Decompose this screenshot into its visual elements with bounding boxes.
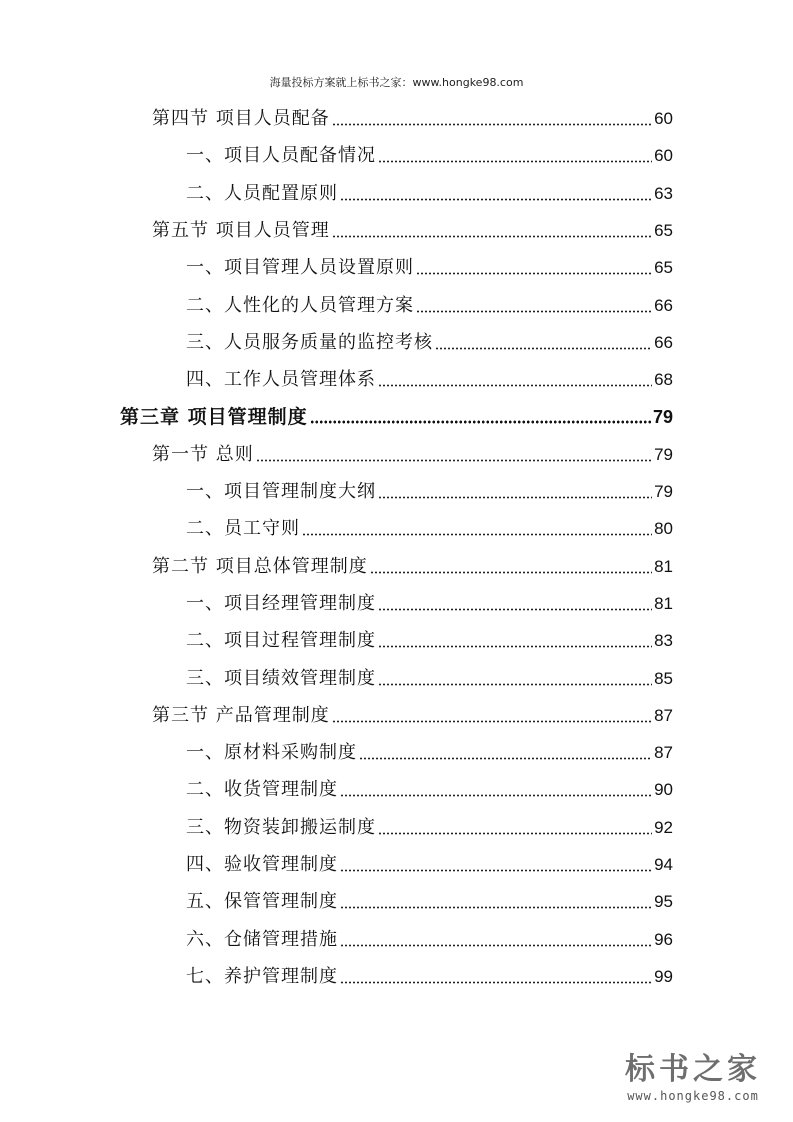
toc-entry-title: 二、项目过程管理制度 (186, 630, 376, 651)
toc-dot-leader (378, 157, 652, 163)
toc-entry-page-number: 83 (654, 631, 673, 650)
toc-entry-title: 四、工作人员管理体系 (186, 369, 376, 390)
toc-entry-page-number: 79 (654, 482, 673, 501)
toc-entry-title: 二、人性化的人员管理方案 (186, 295, 414, 316)
toc-entry-title: 三、物资装卸搬运制度 (186, 817, 376, 838)
toc-entry[interactable] (186, 144, 673, 168)
toc-entry-page-number: 79 (652, 407, 673, 427)
toc-entry-page-number: 80 (654, 519, 673, 538)
toc-entry[interactable] (152, 555, 673, 579)
toc-entry[interactable] (186, 890, 673, 914)
toc-entry-title: 一、项目人员配备情况 (186, 145, 376, 166)
toc-entry-title: 一、项目经理管理制度 (186, 593, 376, 614)
toc-entry-page-number: 60 (654, 146, 673, 165)
toc-entry-page-number: 66 (654, 333, 673, 352)
toc-entry-title: 第五节 项目人员管理 (152, 220, 330, 241)
toc-entry[interactable] (186, 517, 673, 541)
toc-entry-title: 一、原材料采购制度 (186, 742, 357, 763)
toc-dot-leader (416, 269, 652, 275)
toc-entry-page-number: 65 (654, 221, 673, 240)
toc-entry[interactable] (152, 704, 673, 728)
brand-watermark (613, 1052, 773, 1104)
toc-dot-leader (378, 381, 652, 387)
toc-entry[interactable] (186, 816, 673, 840)
toc-entry-page-number: 65 (654, 258, 673, 277)
toc-dot-leader (378, 829, 652, 835)
toc-dot-leader (340, 791, 652, 797)
toc-entry[interactable] (186, 480, 673, 504)
toc-entry-page-number: 81 (654, 557, 673, 576)
toc-entry-title: 六、仓储管理措施 (186, 929, 338, 950)
toc-dot-leader (332, 232, 652, 238)
toc-entry[interactable] (152, 219, 673, 243)
toc-entry-page-number: 66 (654, 296, 673, 315)
toc-entry-page-number: 81 (654, 594, 673, 613)
toc-entry[interactable] (186, 965, 673, 989)
toc-entry-page-number: 79 (654, 445, 673, 464)
toc-dot-leader (359, 754, 652, 760)
toc-entry[interactable] (186, 741, 673, 765)
toc-dot-leader (340, 866, 652, 872)
toc-entry-title: 五、保管管理制度 (186, 891, 338, 912)
toc-entry[interactable] (186, 294, 673, 318)
toc-entry-title: 三、人员服务质量的监控考核 (186, 332, 433, 353)
toc-dot-leader (378, 642, 652, 648)
toc-entry-page-number: 99 (654, 967, 673, 986)
toc-entry-title: 第三节 产品管理制度 (152, 705, 330, 726)
toc-entry-page-number: 85 (654, 669, 673, 688)
toc-entry-title: 三、项目绩效管理制度 (186, 668, 376, 689)
toc-entry-title: 二、员工守则 (186, 518, 300, 539)
toc-entry-page-number: 94 (654, 855, 673, 874)
toc-entry-title: 第四节 项目人员配备 (152, 108, 330, 129)
toc-dot-leader (302, 530, 652, 536)
toc-entry-title: 一、项目管理制度大纲 (186, 481, 376, 502)
toc-entry-page-number: 87 (654, 743, 673, 762)
toc-dot-leader (435, 344, 652, 350)
toc-entry[interactable] (152, 443, 673, 467)
toc-dot-leader (378, 680, 652, 686)
toc-entry[interactable] (152, 107, 673, 131)
toc-entry-page-number: 87 (654, 706, 673, 725)
toc-entry-title: 第三章 项目管理制度 (120, 406, 308, 428)
toc-entry[interactable] (186, 592, 673, 616)
toc-entry-title: 四、验收管理制度 (186, 854, 338, 875)
toc-entry-title: 第二节 项目总体管理制度 (152, 556, 368, 577)
toc-entry-page-number: 95 (654, 892, 673, 911)
toc-entry-page-number: 60 (654, 109, 673, 128)
toc-dot-leader (310, 418, 651, 424)
toc-dot-leader (370, 568, 652, 574)
toc-entry-title: 二、收货管理制度 (186, 779, 338, 800)
toc-dot-leader (340, 941, 652, 947)
toc-dot-leader (378, 493, 652, 499)
toc-entry[interactable] (186, 368, 673, 392)
toc-dot-leader (340, 195, 652, 201)
toc-entry-page-number: 92 (654, 818, 673, 837)
toc-entry[interactable] (186, 778, 673, 802)
brand-logo: 标书之家 (625, 1052, 761, 1087)
toc-entry-title: 七、养护管理制度 (186, 966, 338, 987)
toc-entry[interactable] (186, 331, 673, 355)
toc-entry-page-number: 68 (654, 370, 673, 389)
toc-entry[interactable] (186, 853, 673, 877)
toc-dot-leader (378, 605, 652, 611)
toc-dot-leader (340, 903, 652, 909)
toc-dot-leader (332, 120, 652, 126)
toc-dot-leader (340, 978, 652, 984)
toc-entry[interactable] (186, 182, 673, 206)
brand-url: www.hongke98.com (627, 1089, 759, 1103)
toc-dot-leader (332, 717, 652, 723)
toc-entry[interactable] (186, 928, 673, 952)
toc-dot-leader (416, 307, 652, 313)
toc-entry-title: 二、人员配置原则 (186, 183, 338, 204)
toc-entry-page-number: 96 (654, 930, 673, 949)
toc-entry[interactable] (120, 405, 673, 429)
toc-dot-leader (256, 456, 652, 462)
toc-entry[interactable] (186, 256, 673, 280)
toc-entry[interactable] (186, 667, 673, 691)
toc-entry-title: 第一节 总则 (152, 444, 254, 465)
toc-entry[interactable] (186, 629, 673, 653)
toc-entry-page-number: 63 (654, 184, 673, 203)
page-header: 海量投标方案就上标书之家：www.hongke98.com (269, 76, 524, 89)
toc-entry-page-number: 90 (654, 780, 673, 799)
toc-entry-title: 一、项目管理人员设置原则 (186, 257, 414, 278)
